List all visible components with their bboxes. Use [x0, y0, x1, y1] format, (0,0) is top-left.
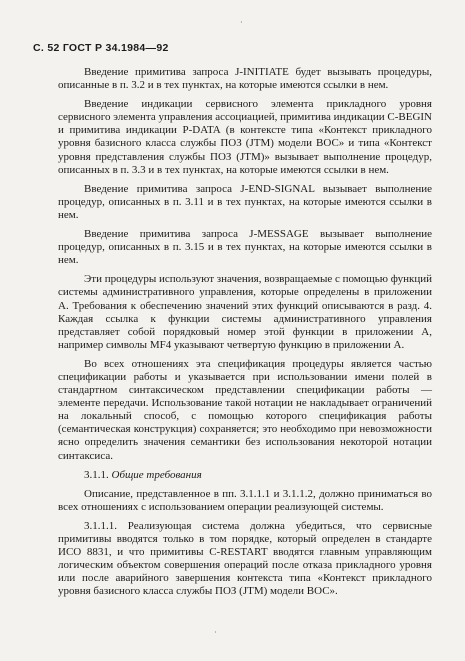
- paragraph: Введение примитива запроса J-MESSAGE вызывает выполнение процедур, описанных в п. 3.15 и в тех пунктах, на которые имеются ссылки в нем.: [58, 228, 432, 267]
- paragraph: Введение индикации сервисного элемента прикладного уровня сервисного элемента управления ассоциацией, примитива индикации C-BEGIN и примитива индикации P-DATA (в контексте типа «Контекст прикладного уровня базисного класса службы ПОЗ (JTM) модели ВОС» и типа «Контекст уровня представления службы ПОЗ (JTM)» вызывает выполнение процедур, описанных в п. 3.3 и в тех пунктах, на которые имеются ссылки в нем.: [58, 98, 432, 176]
- paragraph: Введение примитива запроса J-END-SIGNAL вызывает выполнение процедур, описанных в п. 3.11 и в тех пунктах, на которые имеются ссылки в нем.: [58, 182, 432, 221]
- section-heading: [58, 469, 432, 482]
- document-body: [58, 66, 432, 604]
- scan-speck: ·: [240, 18, 243, 27]
- paragraph: Введение примитива запроса J-INITIATE будет вызывать процедуры, описанные в п. 3.2 и в тех пунктах, на которые имеются ссылки в нем.: [58, 66, 432, 92]
- section-title: Общие требования: [111, 468, 202, 481]
- paragraph: Описание, представленное в пп. 3.1.1.1 и 3.1.1.2, должно приниматься во всех отношениях с использованием операции реализующей системы.: [58, 487, 432, 513]
- paragraph: Эти процедуры используют значения, возвращаемые с помощью функций системы административного управления, которые определены в приложении А. Требования к обеспечению значений этих функций описываются в разд. 4. Каждая ссылка к функции системы административного управления представляет собой порядковый номер этой функции в приложении А, например символы MF4 указывают четвертую функцию в приложении А.: [58, 273, 432, 351]
- page-header: С. 52 ГОСТ Р 34.1984—92: [33, 42, 169, 54]
- scan-speck: ·: [214, 628, 217, 637]
- paragraph: Во всех отношениях эта спецификация процедуры является частью спецификации работы и указывается при использовании имени полей в стандартном синтаксическом представлении спецификации работы — элементе передачи. Использование такой нотации не накладывает ограничений на локальный способ, с помощью которого спецификация работы (семантическая конструкция) сохраняется; это необходимо при невозможности ясно определить значения семантики без использования некоторой нотации синтаксиса.: [58, 357, 432, 462]
- section-number: 3.1.1.: [84, 468, 109, 481]
- paragraph: 3.1.1.1. Реализующая система должна убедиться, что сервисные примитивы вводятся только в том порядке, который определен в стандарте ИСО 8831, и что примитивы C-RESTART вводятся главным управляющим логическим объектом совершения операций после отказа прикладного уровня или после аварийного завершения контекста типа «Контекст прикладного уровня базисного класса службы ПОЗ (JTM) модели ВОС».: [58, 519, 432, 598]
